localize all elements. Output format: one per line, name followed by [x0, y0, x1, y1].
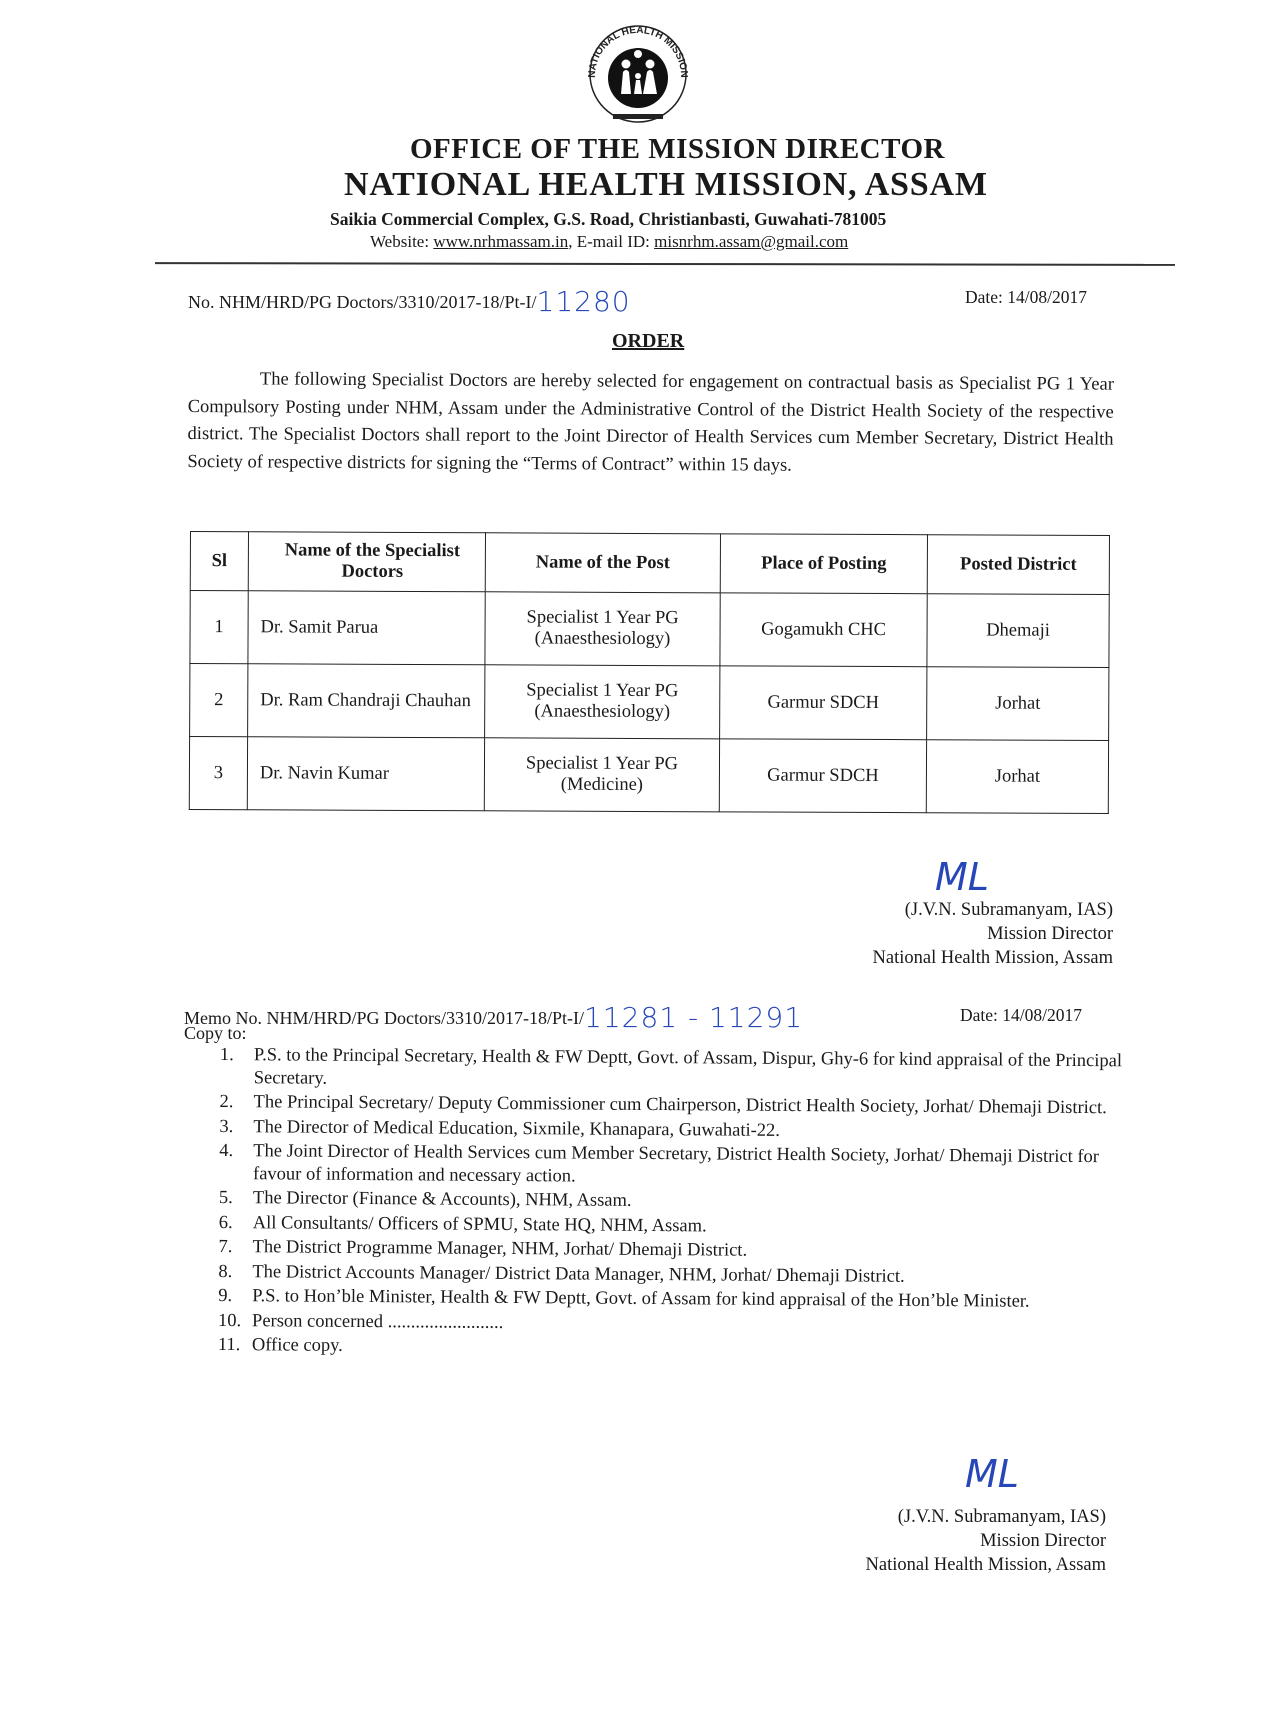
- list-item-text: The Principal Secretary/ Deputy Commissioner cum Chairperson, District Health Society, Jorhat/ Dhemaji District.: [253, 1092, 1107, 1119]
- list-item-number: 11.: [217, 1334, 241, 1356]
- office-title: OFFICE OF THE MISSION DIRECTOR: [410, 133, 945, 165]
- cell-name: Dr. Ram Chandraji Chauhan: [248, 664, 485, 738]
- cell-district: Jorhat: [927, 667, 1109, 741]
- header-divider: [155, 262, 1175, 266]
- organization-title: NATIONAL HEALTH MISSION, ASSAM: [344, 166, 988, 203]
- handwritten-memo-range: 11281 - 11291: [584, 1001, 804, 1034]
- handwritten-reference: 11280: [536, 285, 631, 318]
- office-address: Saikia Commercial Complex, G.S. Road, Christianbasti, Guwahati-781005: [330, 209, 887, 229]
- website-label: Website:: [370, 232, 434, 251]
- signatory-designation: Mission Director: [987, 924, 1113, 944]
- cell-district: Dhemaji: [927, 594, 1109, 668]
- table-row: [190, 664, 1109, 741]
- copy-to-label: Copy to:: [184, 1023, 247, 1043]
- cell-place: Garmur SDCH: [720, 666, 927, 740]
- list-item-text: P.S. to Hon’ble Minister, Health & FW Deptt, Govt. of Assam for kind appraisal of the Hon’ble Minister.: [252, 1286, 1030, 1312]
- table-row: [190, 591, 1109, 668]
- signatory-name: (J.V.N. Subramanyam, IAS): [904, 900, 1113, 920]
- header-district: Posted District: [927, 535, 1109, 595]
- list-item-text: Office copy.: [251, 1335, 343, 1356]
- list-item-text: P.S. to the Principal Secretary, Health & FW Deptt, Govt. of Assam, Dispur, Ghy-6 for kind appraisal of the Principal Secretary.: [253, 1045, 1123, 1089]
- cell-sl: 3: [189, 737, 247, 810]
- list-item-number: 7.: [218, 1236, 233, 1258]
- list-item-text: Person concerned .........................: [251, 1310, 504, 1333]
- copy-to-list: [218, 1044, 1125, 1365]
- cell-sl: 1: [190, 591, 248, 664]
- header-sl: Sl: [190, 532, 248, 591]
- memo-date: Date: 14/08/2017: [960, 1005, 1082, 1025]
- nhm-logo: [573, 18, 703, 126]
- reference-number: [188, 282, 631, 318]
- cell-name: Dr. Samit Parua: [248, 591, 485, 665]
- cell-post: Specialist 1 Year PG (Anaesthesiology): [485, 592, 720, 666]
- list-item: [218, 1334, 1123, 1363]
- list-item: [219, 1140, 1124, 1191]
- signature-mark-1: ML: [935, 855, 989, 899]
- cell-post: Specialist 1 Year PG (Anaesthesiology): [485, 665, 720, 739]
- list-item-number: 8.: [218, 1261, 233, 1282]
- doctors-table: [189, 531, 1110, 814]
- signatory-organization: National Health Mission, Assam: [872, 948, 1113, 968]
- contact-line: [370, 232, 848, 252]
- list-item-number: 5.: [218, 1187, 233, 1209]
- cell-post: Specialist 1 Year PG (Medicine): [484, 738, 719, 812]
- reference-number-text: No. NHM/HRD/PG Doctors/3310/2017-18/Pt-I/: [188, 292, 537, 312]
- cell-name: Dr. Navin Kumar: [247, 737, 484, 811]
- list-item-number: 2.: [219, 1091, 234, 1113]
- list-item-text: The District Programme Manager, NHM, Jorhat/ Dhemaji District.: [252, 1237, 748, 1261]
- cell-place: Gogamukh CHC: [720, 593, 927, 667]
- header-name: Name of the Specialist Doctors: [248, 532, 485, 592]
- list-item-text: The Joint Director of Health Services cum Member Secretary, District Health Society, Jorhat/ Dhemaji District for favour of information and necessary action.: [253, 1141, 1100, 1186]
- list-item-text: The Director of Medical Education, Sixmile, Khanapara, Guwahati-22.: [253, 1116, 781, 1141]
- signatory-designation: Mission Director: [980, 1531, 1106, 1551]
- table-row: [189, 737, 1108, 814]
- signature-block-1: [800, 898, 1113, 970]
- order-date: Date: 14/08/2017: [965, 287, 1087, 307]
- header-place: Place of Posting: [720, 534, 927, 594]
- table-header-row: [190, 532, 1109, 595]
- list-item-number: 4.: [219, 1140, 234, 1162]
- cell-place: Garmur SDCH: [719, 739, 926, 813]
- signature-mark-2: ML: [965, 1452, 1019, 1496]
- list-item-text: All Consultants/ Officers of SPMU, State HQ, NHM, Assam.: [252, 1212, 707, 1236]
- list-item-text: The Director (Finance & Accounts), NHM, Assam.: [252, 1188, 632, 1211]
- header-post: Name of the Post: [485, 533, 720, 593]
- cell-sl: 2: [190, 664, 248, 737]
- order-body: The following Specialist Doctors are hereby selected for engagement on contractual basis as Specialist PG 1 Year Compulsory Posting under NHM, Assam under the Administrative Control of the District Health Society of the respective district. The Specialist Doctors shall report to the Joint Director of Health Services cum Member Secretary, District Health Society of respective districts for signing the “Terms of Contract” within 15 days.: [187, 369, 1114, 476]
- email-label: , E-mail ID:: [568, 232, 655, 251]
- list-item-number: 9.: [218, 1285, 233, 1307]
- list-item-number: 6.: [218, 1212, 233, 1233]
- list-item-number: 1.: [219, 1045, 234, 1066]
- order-title: ORDER: [612, 330, 685, 352]
- signature-block-2: [800, 1505, 1106, 1577]
- cell-district: Jorhat: [926, 740, 1108, 814]
- website-link[interactable]: www.nrhmassam.in: [433, 232, 569, 251]
- list-item-text: The District Accounts Manager/ District Data Manager, NHM, Jorhat/ Dhemaji District.: [252, 1261, 905, 1287]
- list-item-number: 10.: [217, 1310, 242, 1331]
- logo-text: NATIONAL HEALTH MISSION: [586, 24, 690, 78]
- list-item-number: 3.: [219, 1116, 234, 1137]
- signatory-organization: National Health Mission, Assam: [865, 1555, 1106, 1575]
- memo-number-text: Memo No. NHM/HRD/PG Doctors/3310/2017-18/Pt-I/: [184, 1008, 584, 1028]
- list-item: [220, 1044, 1125, 1095]
- signatory-name: (J.V.N. Subramanyam, IAS): [897, 1507, 1106, 1527]
- email-link[interactable]: misnrhm.assam@gmail.com: [654, 232, 849, 251]
